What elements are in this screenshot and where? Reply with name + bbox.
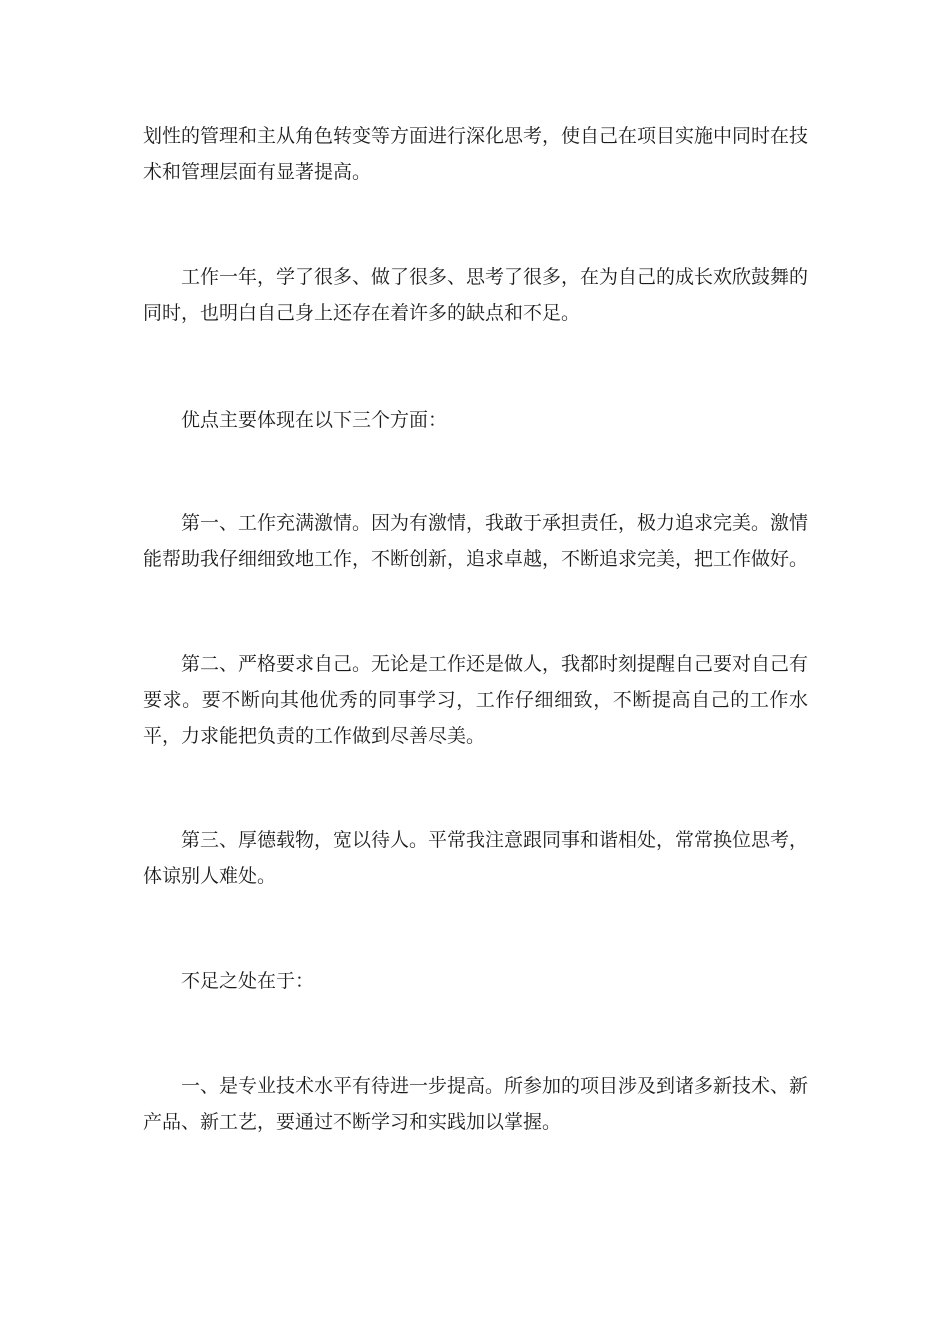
- paragraph-strength-1: 第一、工作充满激情。因为有激情，我敢于承担责任，极力追求完美。激情能帮助我仔细细致地工作，不断创新，追求卓越，不断追求完美，把工作做好。: [143, 512, 809, 570]
- paragraph-weaknesses-heading: 不足之处在于：: [181, 970, 315, 992]
- paragraph-strength-2: 第二、严格要求自己。无论是工作还是做人，我都时刻提醒自己要对自己有要求。要不断向其他优秀的同事学习，工作仔细细致，不断提高自己的工作水平，力求能把负责的工作做到尽善尽美。: [143, 653, 809, 747]
- paragraph-weakness-1: 一、是专业技术水平有待进一步提高。所参加的项目涉及到诸多新技术、新产品、新工艺，要通过不断学习和实践加以掌握。: [143, 1075, 809, 1133]
- paragraph-reflection: 工作一年，学了很多、做了很多、思考了很多，在为自己的成长欢欣鼓舞的同时，也明白自己身上还存在着许多的缺点和不足。: [143, 266, 809, 324]
- paragraph-strength-3: 第三、厚德载物，宽以待人。平常我注意跟同事和谐相处，常常换位思考，体谅别人难处。: [143, 829, 809, 887]
- paragraph-strengths-heading: 优点主要体现在以下三个方面：: [181, 409, 448, 431]
- paragraph-continuation: 划性的管理和主从角色转变等方面进行深化思考，使自己在项目实施中同时在技术和管理层面有显著提高。: [143, 125, 809, 183]
